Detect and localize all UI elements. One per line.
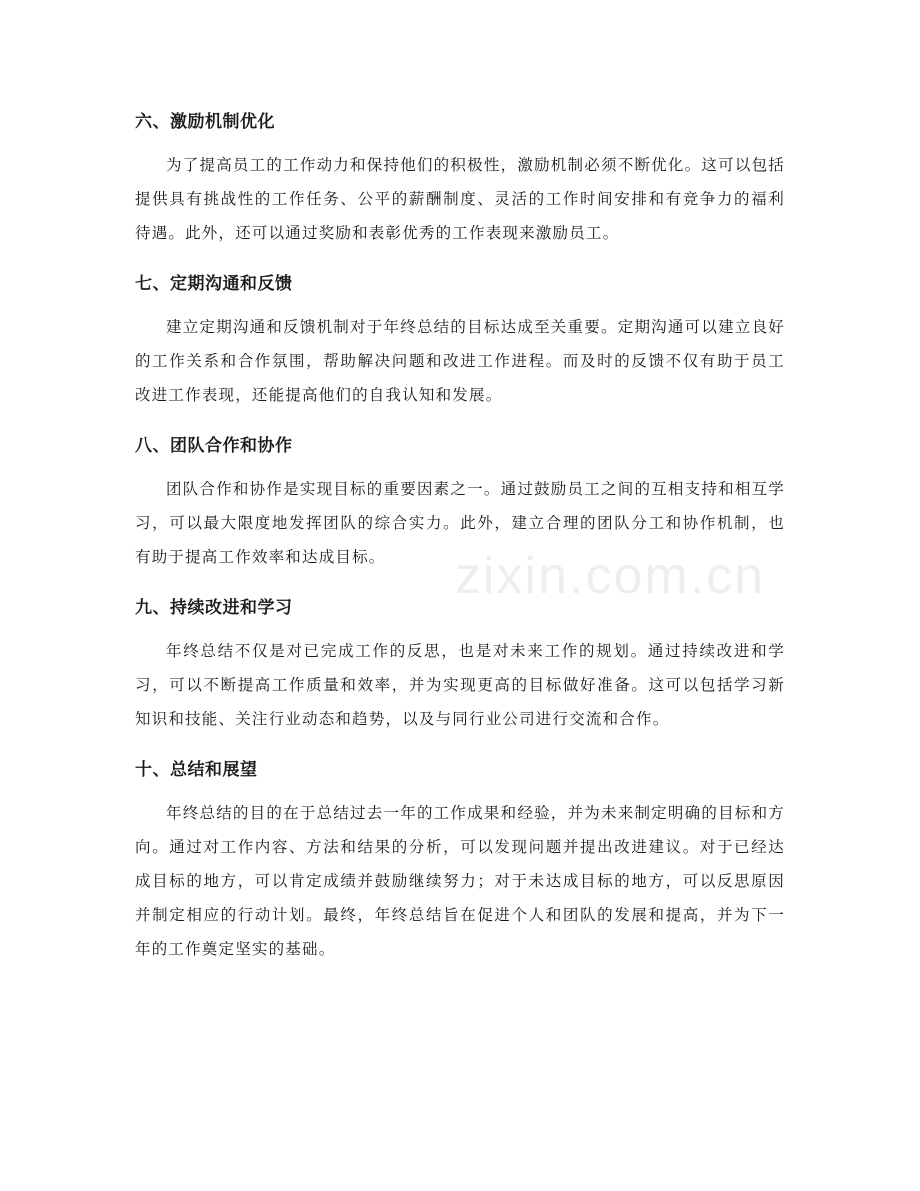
section-title: 六、激励机制优化 [135,112,275,132]
section-paragraph: 年终总结不仅是对已完成工作的反思，也是对未来工作的规划。通过持续改进和学习，可以不断提高工作质量和效率，并为实现更高的目标做好准备。这可以包括学习新知识和技能、关注行业动态和趋势，以及与同行业公司进行交流和合作。 [135,642,785,728]
section-summary [135,752,785,966]
section-title: 七、定期沟通和反馈 [135,274,293,294]
section-communication [135,266,785,412]
section-paragraph: 为了提高员工的工作动力和保持他们的积极性，激励机制必须不断优化。这可以包括提供具有挑战性的工作任务、公平的薪酬制度、灵活的工作时间安排和有竞争力的福利待遇。此外，还可以通过奖励和表彰优秀的工作表现来激励员工。 [135,156,785,242]
section-title: 八、团队合作和协作 [135,436,293,456]
section-incentive [135,104,785,250]
section-paragraph: 团队合作和协作是实现目标的重要因素之一。通过鼓励员工之间的互相支持和相互学习，可以最大限度地发挥团队的综合实力。此外，建立合理的团队分工和协作机制，也有助于提高工作效率和达成目标。 [135,480,785,566]
section-paragraph: 年终总结的目的在于总结过去一年的工作成果和经验，并为未来制定明确的目标和方向。通过对工作内容、方法和结果的分析，可以发现问题并提出改进建议。对于已经达成目标的地方，可以肯定成绩并鼓励继续努力；对于未达成目标的地方，可以反思原因并制定相应的行动计划。最终，年终总结旨在促进个人和团队的发展和提高，并为下一年的工作奠定坚实的基础。 [135,804,785,958]
watermark: zixin.com.cn [455,547,766,605]
document-content [135,104,785,982]
section-title: 九、持续改进和学习 [135,598,293,618]
section-teamwork [135,428,785,574]
section-improvement [135,590,785,736]
section-paragraph: 建立定期沟通和反馈机制对于年终总结的目标达成至关重要。定期沟通可以建立良好的工作关系和合作氛围，帮助解决问题和改进工作进程。而及时的反馈不仅有助于员工改进工作表现，还能提高他们的自我认知和发展。 [135,318,785,404]
section-title: 十、总结和展望 [135,760,258,780]
